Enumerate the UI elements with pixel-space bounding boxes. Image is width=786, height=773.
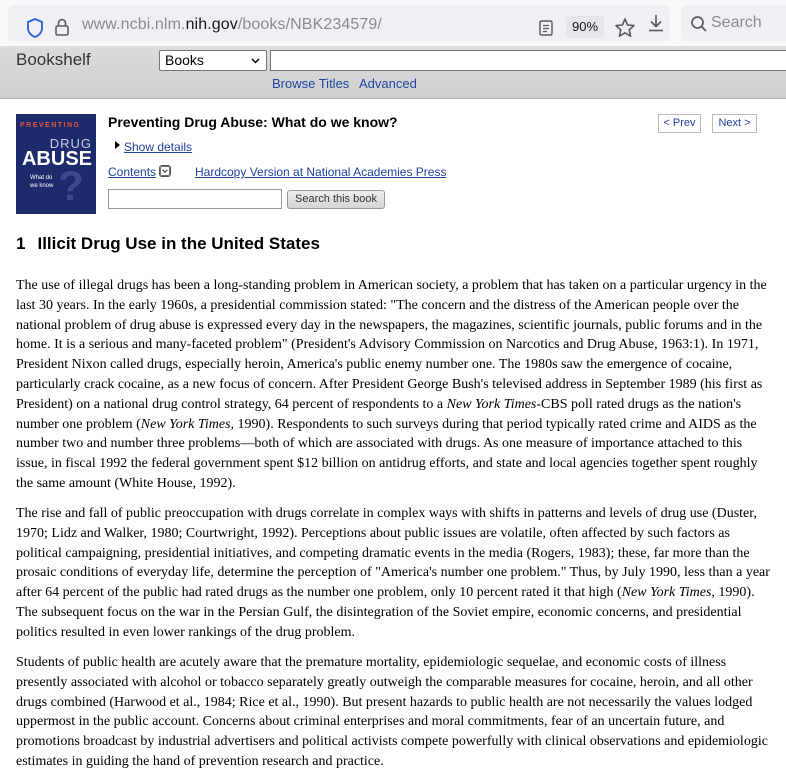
chevron-down-icon [251,56,260,65]
paragraph-2-citation-nyt: New York Times [621,585,712,601]
contents-link[interactable]: Contents [108,165,157,179]
chapter-number: 1 [16,234,26,253]
lock-icon[interactable] [54,17,70,37]
bookmark-star-icon[interactable] [614,17,636,39]
cover-text-preventing: PREVENTING [20,122,81,129]
hardcopy-version-link[interactable]: Hardcopy Version at National Academies Press [195,165,447,179]
search-placeholder: Search [711,14,762,31]
database-select[interactable] [159,50,267,71]
paragraph-1-text-c: , 1990). Respondents to such surveys during that period typically rated crime and AIDS as the number two and number three problems—both of which are associated with drugs. As one measure of importance attached to this issue, in fiscal 1992 the federal government spent $12 billion on antidrug efforts, and state and local agencies together spent roughly the same amount (White House, 1992). [16,416,758,491]
paragraph-1-text-a: The use of illegal drugs has been a long-standing problem in American society, a problem that has taken on a particular urgency in the last 30 years. In the early 1960s, a presidential commission stated: "The concern and the distress of the American people over the national problem of drug abuse is expressed every day in the newspapers, the magazines, scientific journals, public forums and in the home. It is a serious and many-faceted problem" (President's Advisory Commission on Narcotics and Drug Abuse, 1963:1). In 1971, President Nixon called drugs, especially heroin, America's public enemy number one. The 1980s saw the emergence of cocaine, particularly crack cocaine, as a new focus of concern. After President George Bush's televised address in September 1989 (his first as President) on a national drug control strategy, 64 percent of respondents to a [16,278,767,412]
url-host: nih.gov [185,16,238,33]
chapter-title-text: Illicit Drug Use in the United States [37,234,320,253]
show-details-link[interactable]: Show details [124,140,193,154]
cover-question-mark: ? [58,162,84,209]
search-this-book-button[interactable]: Search this book [287,190,385,209]
advanced-search-link[interactable]: Advanced [359,76,417,91]
paragraph-1-citation-nyt: New York Times [446,396,537,412]
download-icon[interactable] [645,12,667,34]
paragraph-2-text-b: , 1990). The subsequent focus on the war in the Persian Gulf, the disintegration of the Soviet empire, economic concerns, and presidential politics resulted in even lower rankings of the drug problem. [16,585,755,640]
paragraph-2-text-a: The rise and fall of public preoccupation with drugs correlate in complex ways with shifts in patterns and levels of drug use (Duster, 1970; Lidz and Walker, 1980; Courtwright, 1992). Perceptions about public issues are volatile, often affected by such factors as political campaigning, presidential initiatives, and competing dramatic events in the media (Rogers, 1983); these, far more than the prosaic conditions of everyday life, determine the perception of "America's number one problem." Thus, by July 1990, less than a year after 64 percent of the public had rated drugs as the number one problem, only 10 percent rated it that high ( [16,506,770,601]
cover-text-subtitle: What do we know [30,175,54,189]
url-path: /books/NBK234579/ [237,16,382,33]
zoom-level-button[interactable]: 90% [566,16,604,38]
paragraph-1-text-b: -CBS poll rated drugs as the nation's number one problem ( [16,396,742,432]
search-book-input[interactable] [108,189,282,209]
prev-page-button[interactable]: < Prev [658,114,701,133]
cover-text-drug: DRUG [49,136,92,151]
cover-text-abuse: ABUSE [21,148,92,170]
contents-dropdown-icon[interactable] [159,165,171,177]
book-cover-image[interactable] [16,114,96,214]
paragraph-3: Students of public health are acutely aware that the premature mortality, epidemiologic sequelae, and economic costs of illness presently associated with alcohol or tobacco separately greatly outweigh the comparable measures for cocaine, heroin, and all other drugs combined (Harwood et al., 1984; Rice et al., 1990). But present hazards to public health are not necessarily the values lodged uppermost in the public account. Concerns about criminal enterprises and moral commitments, fear of an uncertain future, and promotions broadcast by industrial advertisers and political activists compete powerfully with clinical observations and epidemiologic estimates in guiding the hand of prevention research and practice. [16,655,768,769]
paragraph-1 [16,276,776,494]
chapter-title [16,234,320,254]
search-term-input[interactable] [270,50,786,71]
database-select-value: Books [165,52,204,68]
browser-search-box[interactable] [681,5,786,41]
reader-view-icon[interactable] [538,18,554,38]
book-title: Preventing Drug Abuse: What do we know? [108,114,398,130]
url-prefix: www.ncbi.nlm. [82,16,186,33]
browser-toolbar [0,0,786,47]
paragraph-1-citation-nyt-2: New York Times [140,416,231,432]
browse-titles-link[interactable]: Browse Titles [272,76,350,91]
paragraph-2 [16,504,776,643]
next-page-button[interactable]: Next > [712,114,757,133]
ncbi-header [0,46,786,99]
expand-triangle-icon[interactable] [115,141,120,149]
address-bar[interactable] [8,5,670,41]
url-text[interactable] [82,16,382,34]
shield-icon[interactable] [26,18,44,38]
search-icon [690,15,708,33]
bookshelf-logo[interactable]: Bookshelf [16,50,91,69]
